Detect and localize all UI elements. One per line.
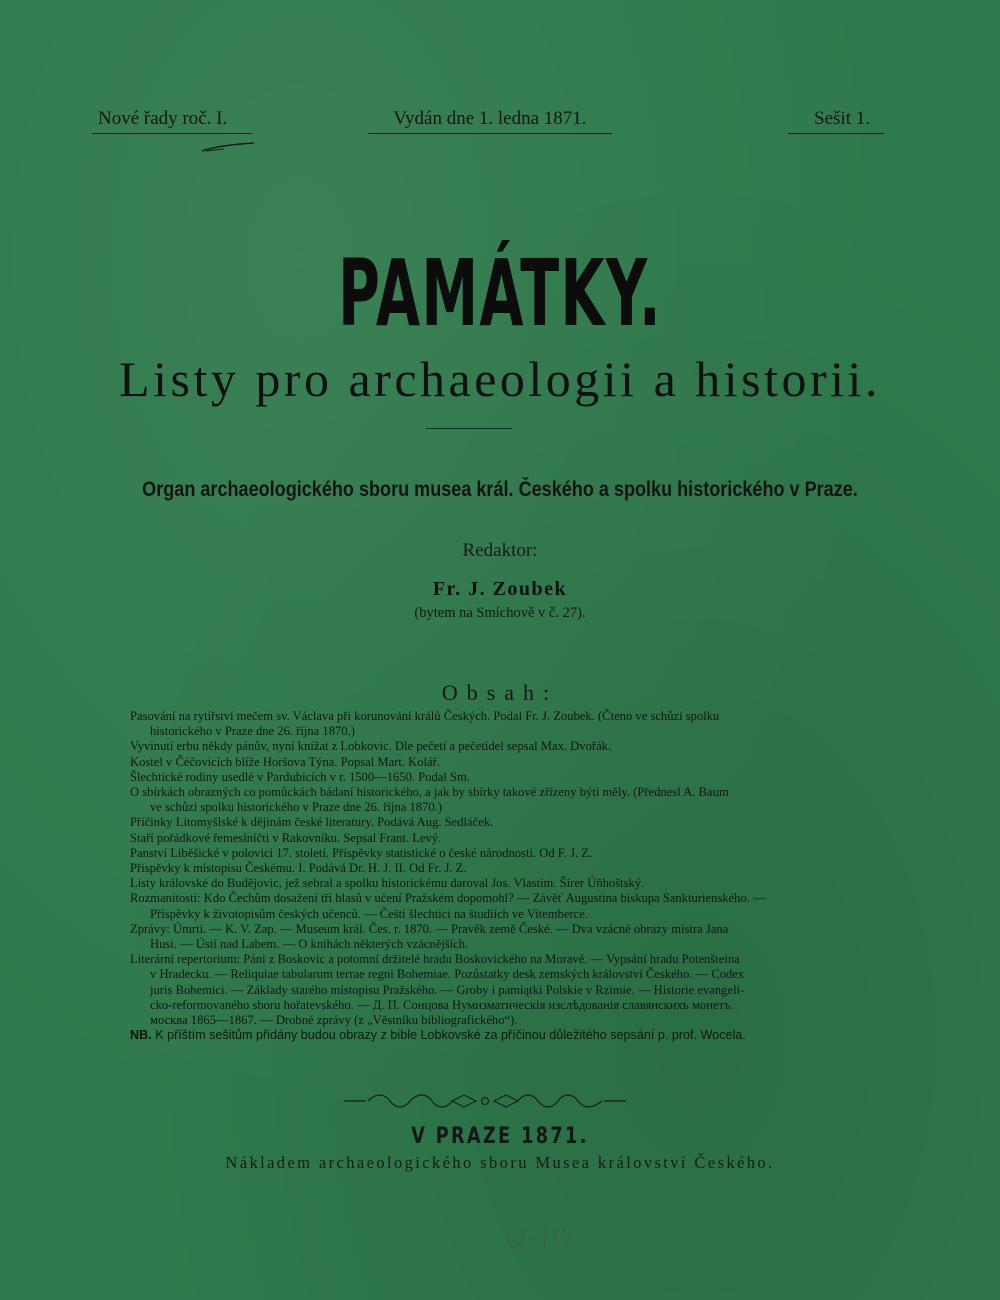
contents-note xyxy=(130,1028,890,1043)
editor-label: Redaktor: xyxy=(462,540,538,561)
note-text: K příštím sešitům přidány budou obrazy z bible Lobkovské za příčinou důležitého sepsání p. prof. Wocela. xyxy=(155,1028,746,1043)
contents-line: Příspěvky k místopisu Českému. I. Podává Dr. H. J. II. Od Fr. J. Z. xyxy=(130,861,467,876)
contents-line: Příspěvky k životopisům českých učenců. — Čeští šlechtici na študiích ve Vitemberce. xyxy=(150,906,588,921)
contents-line: Pasování na rytířství mečem sv. Václava při korunování králů Českých. Podal Fr. J. Zoubek. (Čteno ve schůzi spolku xyxy=(130,709,720,723)
contents-line: ve schůzi spolku historického v Praze dne 26. října 1870.) xyxy=(150,800,443,815)
organ-statement: Organ archaeologického sboru musea král. Českého a spolku historického v Praze. xyxy=(142,478,858,501)
contents-line: historického v Praze dne 26. října 1870.) xyxy=(150,724,355,739)
contents-line: cko-reformovaného sboru hořatevského. — Д. П. Сонцова Нумизматическiя изслѣдованiя славянскихъ монетъ. xyxy=(150,997,734,1012)
contents-list xyxy=(130,709,890,1043)
contents-line: Panství Liběšické v polovici 17. století. Příspěvky statistické o české národnosti. Od F. J. Z. xyxy=(130,845,593,860)
contents-line: v Hradecku. — Reliquiae tabularum terrae regni Bohemiae. Pozůstatky desk zemských království Českého. — Codex xyxy=(150,967,745,982)
contents-line: Literární repertorium: Páni z Boskovic a potomní držitelé hradu Boskovického na Moravě. — Vypsání hradu Potenšteina xyxy=(130,952,740,967)
contents-line: Rozmanitosti: Kdo Čechům dosažení tří hlasů v učení Pražském dopomohl? — Závěť Augustina biskupa Sankturienského. — xyxy=(130,891,766,906)
contents-line: Příčinky Litomyšlské k dějinám české literatury. Podává Aug. Sedláček. xyxy=(130,815,494,830)
journal-title: PAMÁTKY. xyxy=(338,240,662,347)
divider-rule xyxy=(426,428,512,429)
contents-line: Šlechtické rodiny usedlé v Pardubicích v r. 1500—1650. Podal Sm. xyxy=(130,769,470,784)
pen-stroke-mark xyxy=(200,141,256,153)
contents-line: Staří pořádkové řemeslníčti v Rakovníku. Sepsal Frant. Levý. xyxy=(130,830,442,845)
issue-date: Vydán dne 1. ledna 1871. xyxy=(368,108,612,134)
contents-line: Listy královské do Budějovic, jež sebral a spolku historickému daroval Jos. Vlastim. Šírer Úňhoštský. xyxy=(130,876,645,891)
contents-heading: Obsah: xyxy=(441,680,559,705)
handwritten-shelf-mark xyxy=(500,1218,580,1258)
editor-address: (bytem na Smíchově v č. 27). xyxy=(414,605,586,621)
imprint-place-year: V PRAZE 1871. xyxy=(411,1124,589,1149)
contents-line: Vyvinutí erbu někdy pánův, nyní knížat z Lobkovic. Dle pečetí a pečetidel sepsal Max. Dvořák. xyxy=(130,739,612,754)
series-label: Nové řady roč. I. xyxy=(92,108,252,134)
note-label: NB. xyxy=(130,1028,152,1043)
contents-line: москва 1865—1867. — Drobné zprávy (z „Věstníku bibliografického“). xyxy=(150,1013,518,1028)
contents-line: Kostel v Čéčovicích blíže Horšova Týna. Popsal Mart. Kolář. xyxy=(130,754,440,769)
contents-line: O sbírkách obrazných co pomůckách bádaní historického, a jak by sbírky takové zřízeny býti měly. (Přednesl A. Baum xyxy=(130,785,729,800)
publisher-line: Nákladem archaeologického sboru Musea království Českého. xyxy=(225,1153,775,1172)
journal-subtitle: Listy pro archaeologii a historii. xyxy=(119,351,881,407)
contents-line: Zprávy: Úmrtí. — K. V. Zap. — Museum král. Čes. r. 1870. — Pravěk země České. — Dva vzácné obrazy mistra Jana xyxy=(130,921,729,936)
issue-number: Sešit 1. xyxy=(788,108,884,134)
contents-line: Husi. — Ústí nad Labem. — O knihách některých vzácnějších. xyxy=(150,937,469,952)
decorative-ornament xyxy=(340,1090,630,1112)
editor-name: Fr. J. Zoubek xyxy=(432,578,568,600)
contents-line: juris Bohemici. — Základy starého místopisu Pražského. — Groby i pamiątki Polskie v Rzimie. — Historie evangeli- xyxy=(150,982,745,997)
